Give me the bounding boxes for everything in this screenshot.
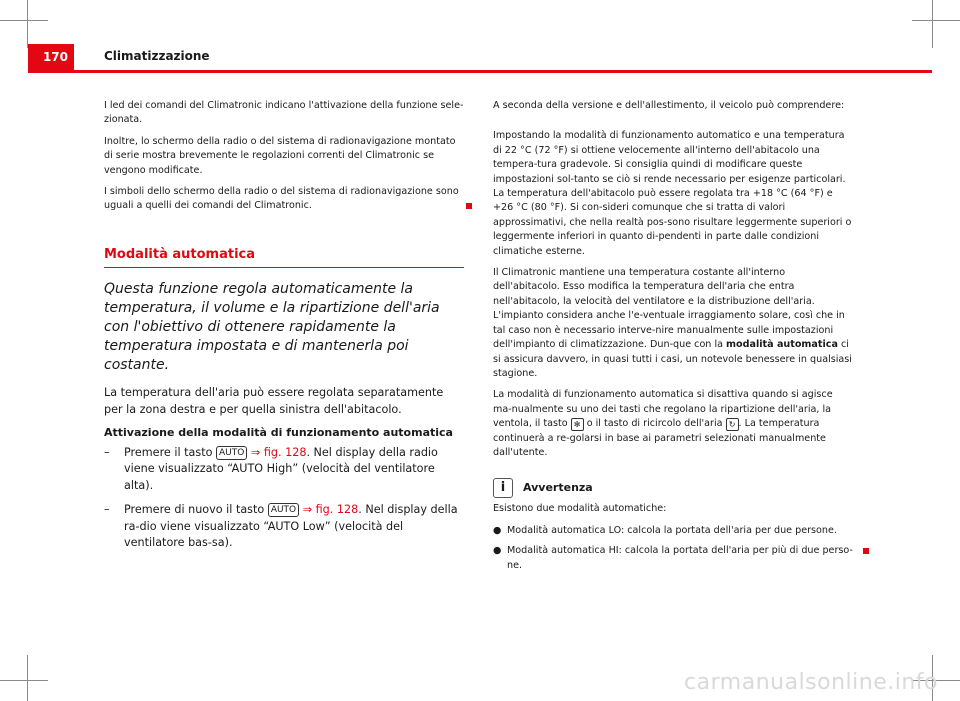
- crop-mark: [27, 655, 28, 701]
- section-end-marker: [466, 203, 472, 209]
- list-item: ● Modalità automatica LO: calcola la portata dell'aria per due persone.: [493, 524, 853, 538]
- step-text: Premere di nuovo il tasto AUTO ⇒ fig. 128. Nel display della ra-dio viene visualizzato “AUTO Low” (velocità del ventilatore bas-sa).: [124, 503, 458, 550]
- step-dash: –: [104, 445, 110, 459]
- crop-mark: [912, 20, 960, 21]
- crop-mark: [27, 0, 28, 48]
- section-end-marker: [863, 548, 869, 554]
- crop-mark: [932, 0, 933, 48]
- watermark: carmanualsonline.info: [684, 670, 938, 695]
- section-title: Modalità automatica: [104, 248, 464, 268]
- crop-mark: [0, 20, 48, 21]
- list-item: ● Modalità automatica HI: calcola la portata dell'aria per più di due perso-ne.: [493, 544, 853, 573]
- step-text: Premere il tasto AUTO ⇒ fig. 128. Nel display della radio viene visualizzato “AUTO High” (velocità del ventilatore alta).: [124, 445, 438, 492]
- crop-mark: [0, 680, 48, 681]
- left-column: [104, 99, 464, 560]
- paragraph: Impostando la modalità di funzionamento automatico e una temperatura di 22 °C (72 °F) si ottiene velocemente all'interno dell'abitacolo una tempera-tura gradevole. Si consiglia quindi di modificare queste impostazioni sol-tanto se ciò si rende necessario per esigenze particolari. La temperatura dell'abitacolo può essere regolata tra +18 °C (64 °F) e +26 °C (80 °F). Si con-sideri comunque che si tratta di valori approssimativi, che nella realtà pos-sono risultare leggermente superiori o leggermente inferiori in quanto di-pendenti in parte dalle condizioni climatiche esterne.: [493, 130, 852, 257]
- header-rule: [28, 70, 932, 73]
- paragraph: La modalità di funzionamento automatica si disattiva quando si agisce ma-nualmente su uno dei tasti che regolano la ripartizione dell'aria, la ventola, il tasto ✻ o il tasto di ricircolo dell'aria ↻ . La temperatura continuerà a re-golarsi in base ai parametri selezionati manualmente dall'utente.: [493, 389, 833, 458]
- bullet-icon: ●: [493, 524, 502, 536]
- info-icon: i: [493, 478, 513, 498]
- paragraph: A seconda della versione e dell'allestimento, il veicolo può comprendere:: [493, 100, 845, 111]
- recirculation-key-icon: ↻: [726, 418, 739, 431]
- page-header-title: Climatizzazione: [104, 49, 210, 63]
- figure-link[interactable]: ⇒ fig. 128: [250, 445, 307, 459]
- paragraph: [104, 185, 464, 214]
- paragraph: Inoltre, lo schermo della radio o del sistema di radionavigazione montato di serie mostra brevemente le regolazioni correnti del Climatronic se vengono modificate.: [104, 135, 456, 176]
- paragraph: Il Climatronic mantiene una temperatura costante all'interno dell'abitacolo. Esso modifica la temperatura dell'aria che entra nell'abitacolo, la velocità del ventilatore e la distribuzione dell'aria. L'impianto considera anche l'e-ventuale irraggiamento solare, così che in tal caso non è necessario interve-nire manualmente sulle impostazioni dell'impianto di climatizzazione. Dun-que con la modalità automatica ci si assicura davvero, in quasi tutti i casi, un notevole benessere in qualsiasi stagione.: [493, 267, 852, 379]
- instruction-step: [104, 502, 464, 552]
- note-intro: Esistono due modalità automatiche:: [493, 503, 667, 515]
- paragraph-text: I simboli dello schermo della radio o del sistema di radionavigazione sono uguali a quelli dei comandi del Climatronic.: [104, 186, 459, 212]
- page-number: 170: [28, 44, 74, 70]
- note-header: [493, 478, 853, 498]
- section-intro: Questa funzione regola automaticamente la temperatura, il volume e la ripartizione dell'aria con l'obiettivo di ottenere rapidamente la temperatura impostata e di mantenerla poi costante.: [104, 281, 440, 374]
- bullet-icon: ●: [493, 545, 502, 557]
- note-title: Avvertenza: [523, 481, 593, 495]
- paragraph: La temperatura dell'aria può essere regolata separatamente per la zona destra e per quella sinistra dell'abitacolo.: [104, 386, 444, 416]
- step-dash: –: [104, 503, 110, 517]
- figure-link[interactable]: ⇒ fig. 128: [302, 503, 359, 517]
- instruction-step: [104, 445, 464, 495]
- paragraph: I led dei comandi del Climatronic indicano l'attivazione della funzione sele-zionata.: [104, 100, 464, 126]
- right-column: [493, 99, 853, 579]
- fan-key-icon: ✻: [571, 418, 584, 431]
- auto-key-icon: AUTO: [268, 503, 299, 517]
- auto-key-icon: AUTO: [216, 446, 247, 460]
- subheading: Attivazione della modalità di funzionamento automatica: [104, 426, 453, 440]
